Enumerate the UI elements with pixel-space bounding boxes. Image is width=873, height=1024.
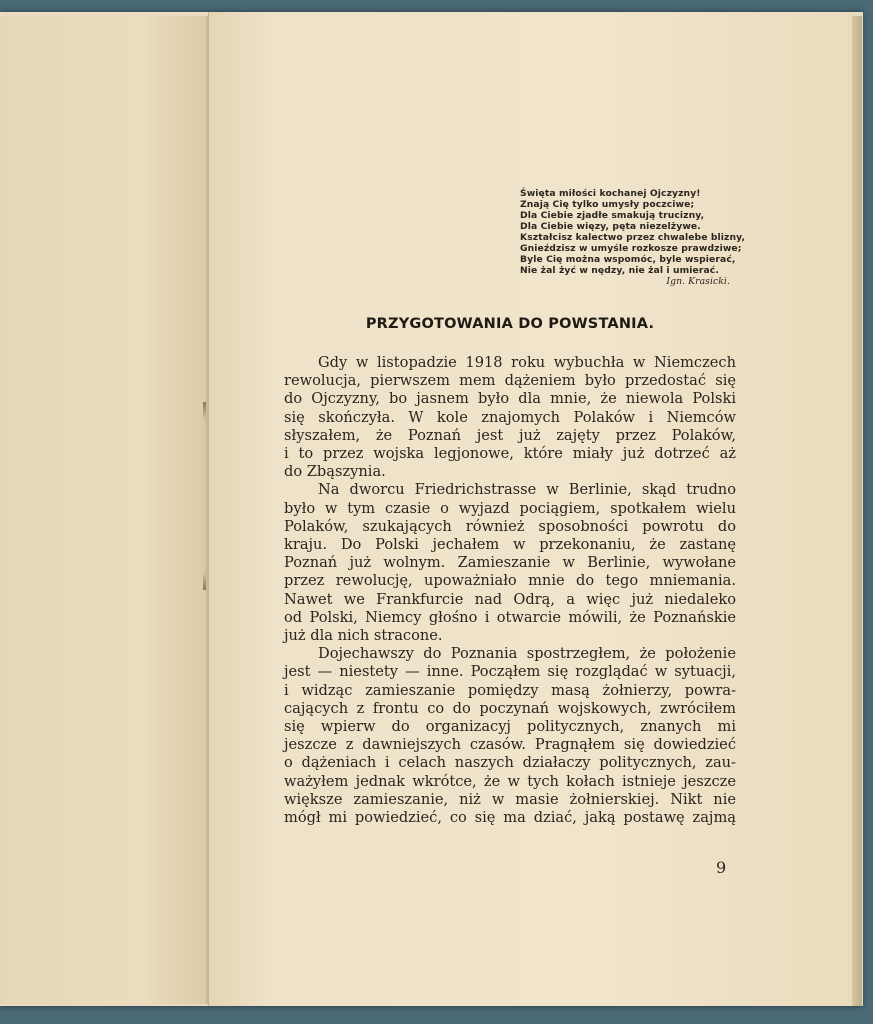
text-line: jeszcze z dawniejszych czasów. Pragnąłem się dowiedzieć: [284, 736, 736, 754]
left-page: [0, 16, 208, 1004]
page-edge: [852, 16, 862, 1006]
text-line: do Ojczyzny, bo jasnem było dla mnie, że niewola Polski: [284, 390, 736, 408]
text-line: cających z frontu co do poczynań wojskowych, zwróciłem: [284, 699, 736, 717]
text-line: i widząc zamieszanie pomiędzy masą żołnierzy, powra-: [284, 681, 736, 699]
text-line: od Polski, Niemcy głośno i otwarcie mówili, że Poznańskie: [284, 608, 736, 626]
text-line: było w tym czasie o wyjazd pociągiem, spotkałem wielu: [284, 499, 736, 517]
epigraph-line: Znają Cię tylko umysły poczciwe;: [520, 199, 695, 210]
text-line: rewolucja, pierwszem mem dążeniem było przedostać się: [284, 372, 736, 390]
text-line: mógł mi powiedzieć, co się ma dziać, jaką postawę zajmą: [284, 809, 736, 827]
text-line: Na dworcu Friedrichstrasse w Berlinie, skąd trudno: [318, 481, 736, 499]
text-line: o dążeniach i celach naszych działaczy politycznych, zau-: [284, 754, 736, 772]
text-line: jest — niestety — inne. Począłem się rozglądać w sytuacji,: [284, 663, 736, 681]
epigraph-line: Kształcisz kalectwo przez chwalebe blizny,: [520, 232, 746, 243]
text-line: do Zbąszynia.: [284, 463, 386, 481]
binding-thread: [203, 402, 206, 590]
text-line: się wpierw do organizacyj politycznych, znanych mi: [284, 718, 736, 736]
epigraph-line: Byle Cię można wspomóc, byle wspierać,: [520, 254, 736, 265]
text-line: i to przez wojska legjonowe, które miały już dotrzeć aż: [284, 445, 736, 463]
text-line: Nawet we Frankfurcie nad Odrą, a więc już niedaleko: [284, 590, 736, 608]
text-line: już dla nich stracone.: [284, 627, 443, 645]
text-line: Dojechawszy do Poznania spostrzegłem, że położenie: [318, 645, 736, 663]
text-line: się skończyła. W kole znajomych Polaków i Niemców: [284, 408, 736, 426]
page-number: 9: [716, 858, 727, 877]
text-line: ważyłem jednak wkrótce, że w tych kołach istnieje jeszcze: [284, 772, 736, 790]
text-line: Gdy w listopadzie 1918 roku wybuchła w Niemczech: [318, 354, 736, 371]
text-line: kraju. Do Polski jechałem w przekonaniu, że zastanę: [284, 536, 736, 554]
epigraph-line: Święta miłości kochanej Ojczyzny!: [520, 188, 701, 199]
epigraph: [520, 188, 746, 287]
epigraph-author: Ign. Krasicki.: [666, 276, 730, 287]
epigraph-line: Nie żal żyć w nędzy, nie żal i umierać.: [520, 265, 719, 276]
chapter-heading: PRZYGOTOWANIA DO POWSTANIA.: [365, 316, 655, 332]
epigraph-line: Dla Ciebie zjadłe smakują trucizny,: [520, 210, 705, 221]
text-line: przez rewolucję, upoważniało mnie do tego mniemania.: [284, 572, 736, 590]
text-line: Polaków, szukających również sposobności powrotu do: [284, 517, 736, 535]
epigraph-line: Gnieździsz w umyśle rozkosze prawdziwe;: [520, 243, 742, 254]
text-line: słyszałem, że Poznań jest już zajęty przez Polaków,: [284, 426, 736, 444]
body-text: [284, 354, 736, 827]
epigraph-line: Dla Ciebie więzy, pęta niezelżywe.: [520, 221, 701, 232]
text-line: Poznań już wolnym. Zamieszanie w Berlinie, wywołane: [284, 554, 736, 572]
text-line: większe zamieszanie, niż w masie żołnierskiej. Nikt nie: [284, 790, 736, 808]
